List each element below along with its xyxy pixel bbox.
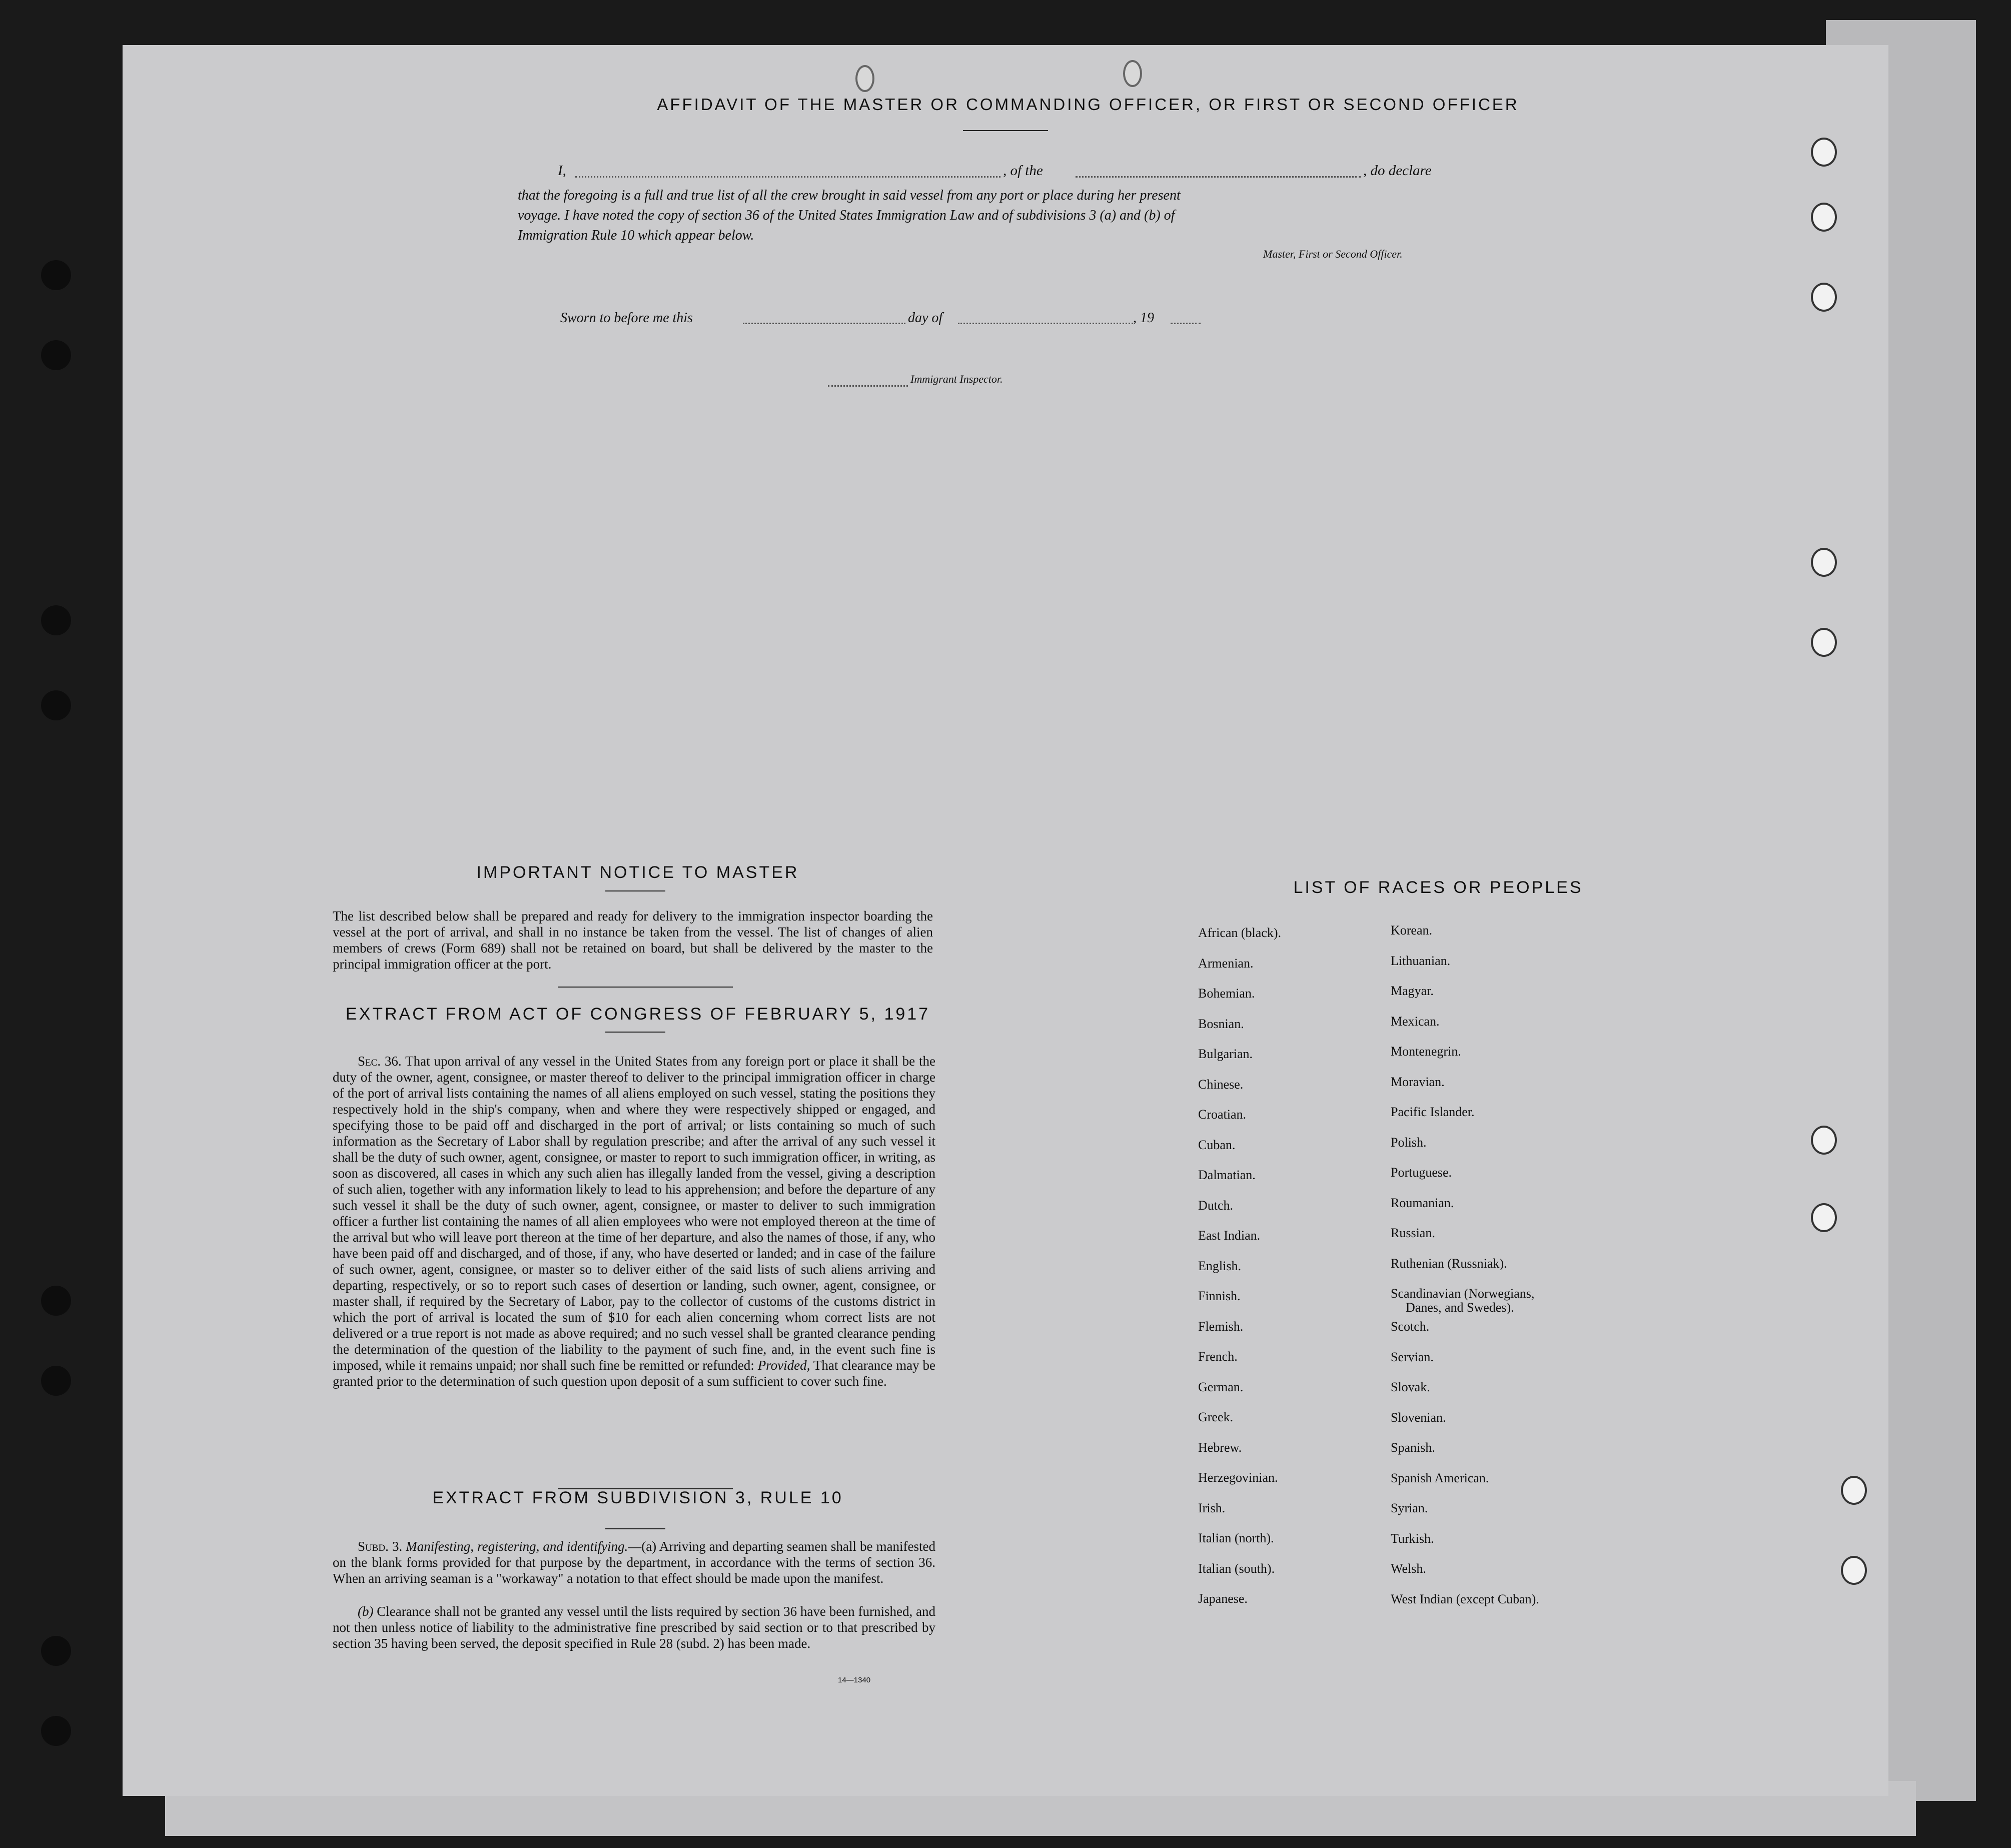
race-item: Dutch. (1198, 1198, 1234, 1213)
reinforcement-ring (1841, 1556, 1867, 1585)
race-item: West Indian (except Cuban). (1391, 1591, 1539, 1606)
punch-mark (855, 65, 874, 92)
binder-hole (41, 1716, 71, 1746)
reinforcement-ring (1811, 548, 1837, 577)
sworn-year-blank[interactable] (1171, 323, 1201, 324)
punch-mark (1123, 60, 1142, 87)
race-item: Japanese. (1198, 1591, 1248, 1606)
race-item: Danes, and Swedes). (1406, 1300, 1514, 1315)
race-item: Bulgarian. (1198, 1047, 1253, 1061)
act-rule (605, 1032, 665, 1033)
race-item: Servian. (1391, 1349, 1434, 1364)
act-body: That upon arrival of any vessel in the United States from any foreign port or place it shall be the duty of the owner, agent, consignee, or master thereof to deliver to the principal immigration officer in charge of the port of arrival lists containing the names of all aliens employed on such vessel, stating the positions they respectively hold in the ship's company, when and where they were respectively shipped or engaged, and specifying those to be paid off and discharged in the port of arrival; or lists containing so much of such information as the Secretary of Labor shall by regulation prescribe; and after the arrival of any such vessel it shall be the duty of such owner, agent, consignee, or master to report to such immigration officer, in writing, as soon as discovered, all cases in which any such alien has illegally landed from the vessel, giving a description of such alien, together with any information likely to lead to his apprehension; and before the departure of any such vessel it shall be the duty of such owner, agent, consignee, or master to deliver to such immigration officer a further list containing the names of all alien employees who were not employed thereon at the time of the arrival but who will leave port thereon at the time of her departure, and also the names of those, if any, who have been paid off and discharged, and of those, if any, who have deserted or landed; and in case of the failure of such owner, agent, consignee, or master so to deliver either of the said lists of such aliens arriving and departing, respectively, or so to report such cases of desertion or landing, such owner, agent, consignee, or master shall, if required by the Secretary of Labor, pay to the collector of customs of the customs district in which the port of arrival is located the sum of $10 for each alien concerning whom correct lists are not delivered or a true report is not made as above required; and no such vessel shall be granted clearance pending the determination of the question of the liability to the payment of such fine, and, in the event such fine is imposed, while it remains unpaid; nor shall such fine be remitted or refunded: (333, 1054, 936, 1373)
race-item: Magyar. (1391, 984, 1434, 998)
race-item: Bosnian. (1198, 1016, 1244, 1031)
race-item: Russian. (1391, 1226, 1435, 1240)
affidavit-body-line1: that the foregoing is a full and true list of all the crew brought in said vessel from any port or place during her present (518, 188, 1181, 203)
reinforcement-ring (1811, 1203, 1837, 1232)
race-item: Croatian. (1198, 1107, 1247, 1122)
vessel-blank[interactable] (1076, 176, 1361, 178)
subd-label: Subd. 3. (358, 1539, 403, 1554)
race-item: Irish. (1198, 1500, 1226, 1515)
race-item: Portuguese. (1391, 1165, 1452, 1180)
race-item: East Indian. (1198, 1228, 1261, 1243)
race-item: Scotch. (1391, 1319, 1430, 1334)
race-item: Ruthenian (Russniak). (1391, 1256, 1507, 1271)
affidavit-body-line3: Immigration Rule 10 which appear below. (518, 228, 754, 243)
race-item: Greek. (1198, 1410, 1234, 1424)
race-item: Mexican. (1391, 1014, 1440, 1029)
binder-hole (41, 690, 71, 720)
race-item: French. (1198, 1349, 1238, 1364)
race-item: Cuban. (1198, 1137, 1236, 1152)
races-title: LIST OF RACES OR PEOPLES (1293, 878, 1583, 897)
race-item: English. (1198, 1258, 1241, 1273)
sworn-day-blank[interactable] (743, 323, 905, 324)
race-item: Pacific Islander. (1391, 1105, 1475, 1119)
para-b-text: Clearance shall not be granted any vessel until the lists required by section 36 have been furnished, and not then unless notice of liability to the administrative fine prescribed by said section or to that prescribed by section 35 having been served, the deposit specified in Rule 28 (subd. 2) has been made. (333, 1604, 935, 1651)
reinforcement-ring (1811, 203, 1837, 232)
race-item: Herzegovinian. (1198, 1470, 1278, 1485)
binder-hole (41, 260, 71, 290)
sec-label: Sec. 36. (358, 1054, 402, 1069)
affidavit-body-line2: voyage. I have noted the copy of section 36 of the United States Immigration Law and of subdivisions 3 (a) and (b) of (518, 208, 1175, 223)
reinforcement-ring (1841, 1476, 1867, 1505)
binder-hole (41, 340, 71, 370)
race-item: Moravian. (1391, 1074, 1445, 1089)
race-item: Polish. (1391, 1135, 1427, 1150)
race-item: Italian (south). (1198, 1561, 1275, 1576)
form-number: 14—1340 (838, 1676, 871, 1684)
reinforcement-ring (1811, 138, 1837, 167)
race-item: Bohemian. (1198, 986, 1255, 1001)
reinforcement-ring (1811, 283, 1837, 312)
para-a-text: —(a) Arriving and departing seamen shall be manifested on the blank forms provided for that purpose by the department, in accordance with the terms of section 36. When an arriving seaman is a "workaway" a notation to that effect should be made upon the manifest. (333, 1539, 935, 1586)
act-title: EXTRACT FROM ACT OF CONGRESS OF FEBRUARY 5, 1917 (345, 1005, 930, 1024)
binder-hole (41, 1636, 71, 1666)
notice-text: The list described below shall be prepared and ready for delivery to the immigration inspector boarding the vessel at the port of arrival, and shall in no instance be taken from the vessel. The list of changes of alien members of crews (Form 689) shall not be retained on board, but shall be delivered by the master to the principal immigration officer at the port. (333, 908, 933, 972)
race-item: Syrian. (1391, 1501, 1428, 1515)
race-item: Welsh. (1391, 1561, 1426, 1576)
race-item: Scandinavian (Norwegians, (1391, 1286, 1535, 1301)
inspector-blank[interactable] (828, 385, 908, 387)
notice-title: IMPORTANT NOTICE TO MASTER (476, 863, 799, 882)
race-item: Flemish. (1198, 1319, 1244, 1334)
affidavit-title: AFFIDAVIT OF THE MASTER OR COMMANDING OFFICER, OR FIRST OR SECOND OFFICER (657, 95, 1519, 114)
binder-hole (41, 1286, 71, 1316)
race-item: Italian (north). (1198, 1531, 1274, 1545)
notice-divider (558, 987, 733, 988)
day-of-label: day of (908, 310, 943, 326)
year-label: , 19 (1133, 310, 1154, 326)
act-text (333, 1053, 935, 1389)
of-the-label: , of the (1003, 163, 1043, 179)
reinforcement-ring (1811, 1126, 1837, 1155)
do-declare-label: , do declare (1363, 163, 1432, 179)
binder-hole (41, 605, 71, 635)
race-item: Armenian. (1198, 956, 1254, 971)
race-item: Slovenian. (1391, 1410, 1446, 1425)
provided-label: Provided, (757, 1358, 810, 1373)
rule-para-b (333, 1603, 935, 1651)
signature-caption: Master, First or Second Officer. (1263, 248, 1403, 260)
subd-heading: Manifesting, registering, and identifying. (406, 1539, 628, 1554)
race-item: German. (1198, 1379, 1244, 1394)
rule-title-rule (605, 1528, 665, 1529)
rule-para-a (333, 1538, 935, 1586)
inspector-caption: Immigrant Inspector. (910, 373, 1003, 385)
race-item: Slovak. (1391, 1380, 1430, 1394)
notice-rule (605, 890, 665, 891)
para-b-label: (b) (358, 1604, 374, 1619)
race-item: Finnish. (1198, 1289, 1241, 1303)
race-item: Hebrew. (1198, 1440, 1242, 1455)
race-item: Lithuanian. (1391, 953, 1451, 968)
i-label: I, (558, 163, 566, 179)
race-item: Spanish. (1391, 1440, 1435, 1455)
race-item: Korean. (1391, 923, 1433, 938)
race-item: Spanish American. (1391, 1470, 1489, 1485)
rule-title: EXTRACT FROM SUBDIVISION 3, RULE 10 (432, 1488, 843, 1507)
title-rule (963, 130, 1048, 131)
binder-hole (41, 1366, 71, 1396)
race-item: Chinese. (1198, 1077, 1244, 1092)
race-item: African (black). (1198, 926, 1282, 940)
race-item: Turkish. (1391, 1531, 1434, 1546)
name-blank[interactable] (575, 176, 1000, 178)
sworn-label: Sworn to before me this (560, 310, 693, 326)
race-item: Montenegrin. (1391, 1044, 1461, 1059)
reinforcement-ring (1811, 628, 1837, 657)
act-body-end: That clearance may be granted prior to the determination of such question upon deposit of a sum sufficient to cover such fine. (333, 1358, 936, 1389)
sworn-month-blank[interactable] (958, 323, 1133, 324)
race-item: Roumanian. (1391, 1195, 1454, 1210)
document-page (123, 45, 1888, 1796)
race-item: Dalmatian. (1198, 1168, 1256, 1182)
